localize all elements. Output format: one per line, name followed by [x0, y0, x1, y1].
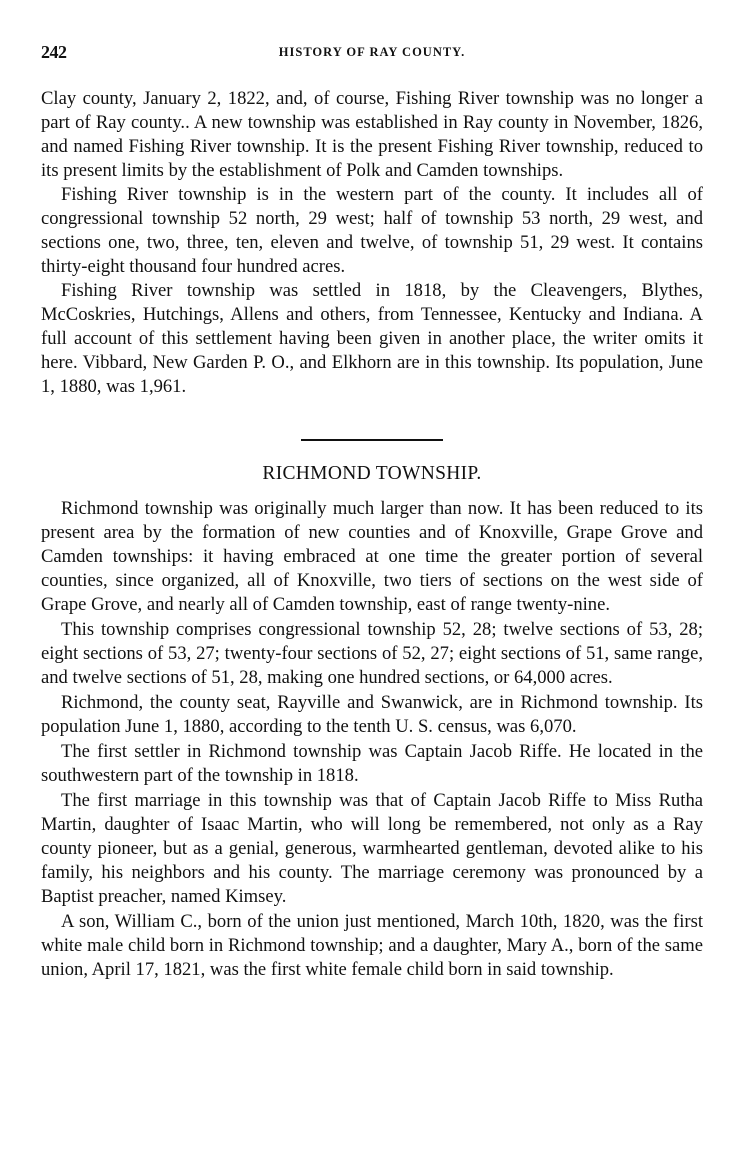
body-text [41, 87, 703, 982]
fishing-river-section [41, 87, 703, 399]
running-title: HISTORY OF RAY COUNTY. [278, 45, 466, 59]
page-number: 242 [41, 42, 67, 62]
running-head [41, 42, 703, 66]
richmond-township-section [41, 461, 703, 982]
paragraph: Fishing River township is in the western part of the county. It includes all of congressional township 52 north, 29 west; half of township 53 north, 29 west, and sections one, two, three, ten, eleven and twelve, of township 51, 29 west. It contains thirty-eight thousand four hundred acres. [41, 184, 703, 277]
section-divider [301, 439, 443, 441]
paragraph: Richmond, the county seat, Rayville and Swanwick, are in Richmond township. Its population June 1, 1880, according to the tenth U. S. census, was 6,070. [41, 692, 703, 737]
paragraph: Fishing River township was settled in 1818, by the Cleavengers, Blythes, McCoskries, Hutchings, Allens and others, from Tennessee, Kentucky and Indiana. A full account of this settlement having been given in another place, the writer omits it here. Vibbard, New Garden P. O., and Elkhorn are in this township. Its population, June 1, 1880, was 1,961. [41, 280, 703, 397]
paragraph: Richmond township was originally much larger than now. It has been reduced to its present area by the formation of new counties and of Knoxville, Grape Grove and Camden townships: it having embraced at one time the greater portion of several counties, since organized, all of Knoxville, two tiers of sections on the west side of Grape Grove, and nearly all of Camden township, east of range twenty-nine. [41, 498, 703, 615]
paragraph: A son, William C., born of the union just mentioned, March 10th, 1820, was the first white male child born in Richmond township; and a daughter, Mary A., born of the same union, April 17, 1821, was the first white female child born in said township. [41, 911, 703, 980]
paragraph: This township comprises congressional township 52, 28; twelve sections of 53, 28; eight sections of 53, 27; twenty-four sections of 52, 27; eight sections of 51, same range, and twelve sections of 51, 28, making one hundred sections, or 64,000 acres. [41, 619, 703, 688]
paragraph: The first marriage in this township was that of Captain Jacob Riffe to Miss Rutha Martin, daughter of Isaac Martin, who will long be remembered, not only as a Ray county pioneer, but as a genial, generous, warmhearted gentleman, devoted alike to his family, his neighbors and his county. The marriage ceremony was pronounced by a Baptist preacher, named Kimsey. [41, 790, 703, 907]
paragraph: The first settler in Richmond township was Captain Jacob Riffe. He located in the southwestern part of the township in 1818. [41, 741, 703, 786]
section-heading: RICHMOND TOWNSHIP. [262, 463, 482, 484]
paragraph-continuation: Clay county, January 2, 1822, and, of course, Fishing River township was no longer a part of Ray county.. A new township was established in Ray county in November, 1826, and named Fishing River township. It is the present Fishing River township, reduced to its present limits by the establishment of Polk and Camden townships. [41, 88, 703, 181]
